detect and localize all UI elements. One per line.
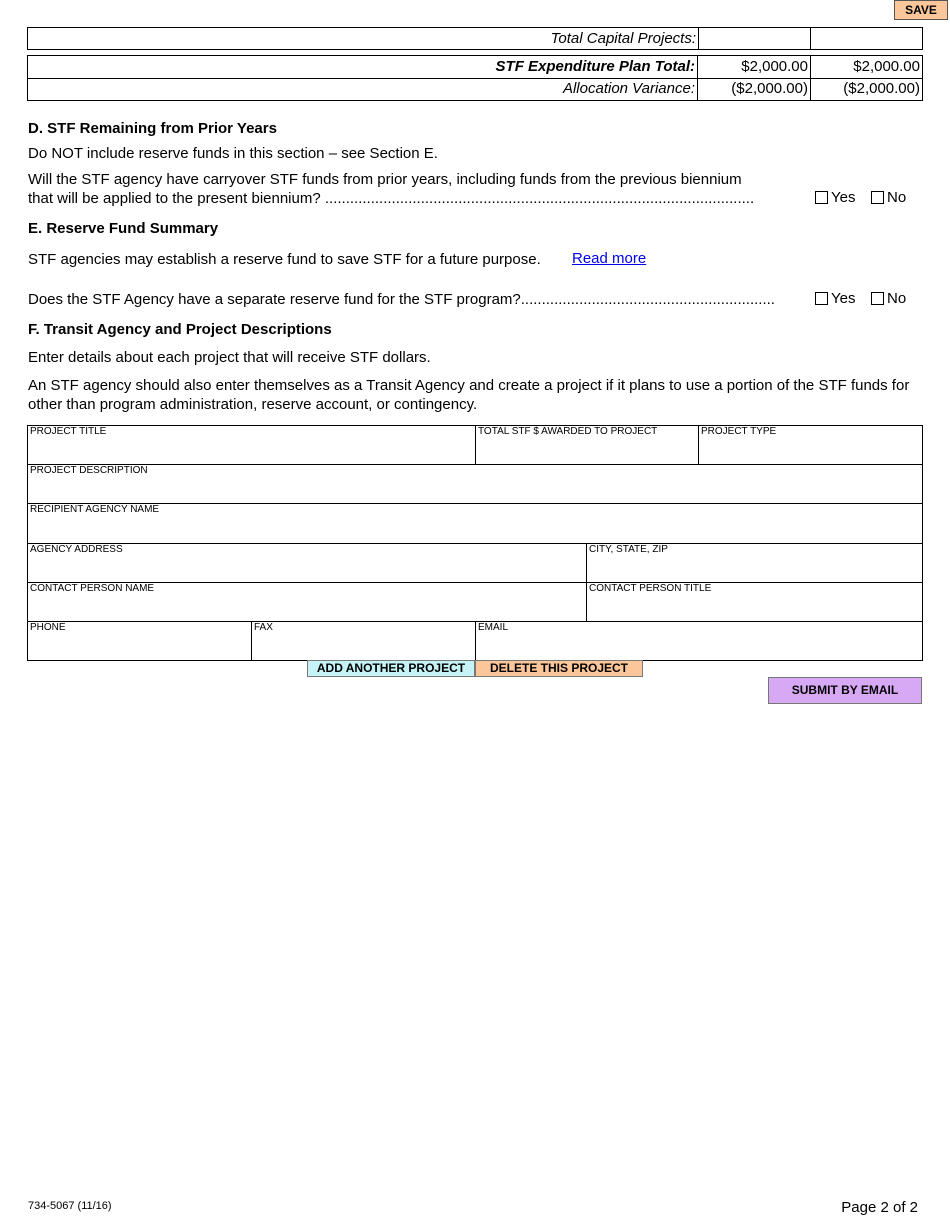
- project-description-label: PROJECT DESCRIPTION: [30, 465, 148, 476]
- agency-address-cell[interactable]: [28, 544, 587, 583]
- contact-person-name-label: CONTACT PERSON NAME: [30, 583, 155, 594]
- total-capital-projects-label: Total Capital Projects:: [27, 27, 699, 50]
- expenditure-totals-table: [27, 55, 923, 101]
- save-button[interactable]: SAVE: [894, 0, 948, 20]
- total-awarded-label: TOTAL STF $ AWARDED TO PROJECT: [478, 426, 658, 437]
- reserve-yes-option[interactable]: [815, 290, 855, 308]
- contact-person-name-cell[interactable]: [28, 583, 587, 622]
- reserve-no-label: No: [887, 290, 907, 307]
- city-state-zip-label: CITY, STATE, ZIP: [589, 544, 668, 555]
- section-d-note: Do NOT include reserve funds in this section – see Section E.: [28, 145, 438, 162]
- project-description-cell[interactable]: [28, 465, 922, 504]
- project-title-cell[interactable]: [28, 426, 476, 465]
- phone-cell[interactable]: [28, 622, 252, 660]
- fax-label: FAX: [254, 622, 273, 633]
- plan-total-value-2: $2,000.00: [853, 58, 920, 75]
- plan-total-label: STF Expenditure Plan Total:: [28, 56, 698, 78]
- project-title-label: PROJECT TITLE: [30, 426, 107, 437]
- section-d-question-line2: that will be applied to the present biennium? .......................................................................................................: [28, 190, 755, 207]
- reserve-yes-label: Yes: [831, 290, 856, 307]
- submit-by-email-button[interactable]: SUBMIT BY EMAIL: [768, 677, 922, 704]
- reserve-yes-checkbox[interactable]: [815, 292, 828, 305]
- fax-cell[interactable]: [252, 622, 476, 660]
- phone-label: PHONE: [30, 622, 66, 633]
- carryover-no-label: No: [887, 189, 907, 206]
- page-number: Page 2 of 2: [841, 1199, 918, 1216]
- carryover-yes-option[interactable]: [815, 189, 855, 207]
- reserve-no-option[interactable]: [871, 290, 906, 308]
- add-another-project-button[interactable]: ADD ANOTHER PROJECT: [307, 660, 475, 677]
- email-label: EMAIL: [478, 622, 509, 633]
- contact-person-title-label: CONTACT PERSON TITLE: [589, 583, 712, 594]
- total-capital-projects-field-2[interactable]: [810, 27, 923, 50]
- section-d-question-line1: Will the STF agency have carryover STF funds from prior years, including funds from the previous biennium: [28, 171, 742, 188]
- project-type-label: PROJECT TYPE: [701, 426, 777, 437]
- section-f-paragraph: An STF agency should also enter themselves as a Transit Agency and create a project if it plans to use a portion of the STF funds for other than program administration, reserve account, or contingency.: [28, 377, 910, 413]
- project-type-cell[interactable]: [699, 426, 922, 465]
- plan-total-value-1: $2,000.00: [698, 56, 811, 78]
- total-capital-projects-row: [27, 27, 923, 50]
- allocation-variance-value-1: ($2,000.00): [698, 79, 811, 100]
- section-f-heading: F. Transit Agency and Project Descriptions: [28, 321, 332, 338]
- email-cell[interactable]: [476, 622, 922, 660]
- agency-address-label: AGENCY ADDRESS: [30, 544, 123, 555]
- total-capital-projects-field-1[interactable]: [698, 27, 811, 50]
- carryover-yes-checkbox[interactable]: [815, 191, 828, 204]
- form-number: 734-5067 (11/16): [28, 1200, 112, 1212]
- section-d-heading: D. STF Remaining from Prior Years: [28, 120, 277, 137]
- section-f-intro: Enter details about each project that will receive STF dollars.: [28, 349, 431, 366]
- section-e-question: Does the STF Agency have a separate reserve fund for the STF program?.............................................................: [28, 291, 775, 308]
- reserve-no-checkbox[interactable]: [871, 292, 884, 305]
- allocation-variance-row: [28, 79, 922, 100]
- delete-this-project-button[interactable]: DELETE THIS PROJECT: [475, 660, 643, 677]
- plan-total-row: [28, 56, 922, 79]
- contact-person-title-cell[interactable]: [587, 583, 922, 622]
- city-state-zip-cell[interactable]: [587, 544, 922, 583]
- allocation-variance-label: Allocation Variance:: [28, 79, 698, 100]
- carryover-no-option[interactable]: [871, 189, 906, 207]
- carryover-yes-label: Yes: [831, 189, 856, 206]
- total-awarded-cell[interactable]: [476, 426, 699, 465]
- project-form: [27, 425, 923, 661]
- carryover-no-checkbox[interactable]: [871, 191, 884, 204]
- recipient-agency-name-cell[interactable]: [28, 504, 922, 544]
- allocation-variance-value-2: ($2,000.00): [843, 80, 920, 97]
- recipient-agency-name-label: RECIPIENT AGENCY NAME: [30, 504, 160, 515]
- section-e-heading: E. Reserve Fund Summary: [28, 220, 219, 237]
- read-more-link[interactable]: Read more: [572, 250, 647, 267]
- section-e-intro: STF agencies may establish a reserve fund to save STF for a future purpose.: [28, 251, 541, 268]
